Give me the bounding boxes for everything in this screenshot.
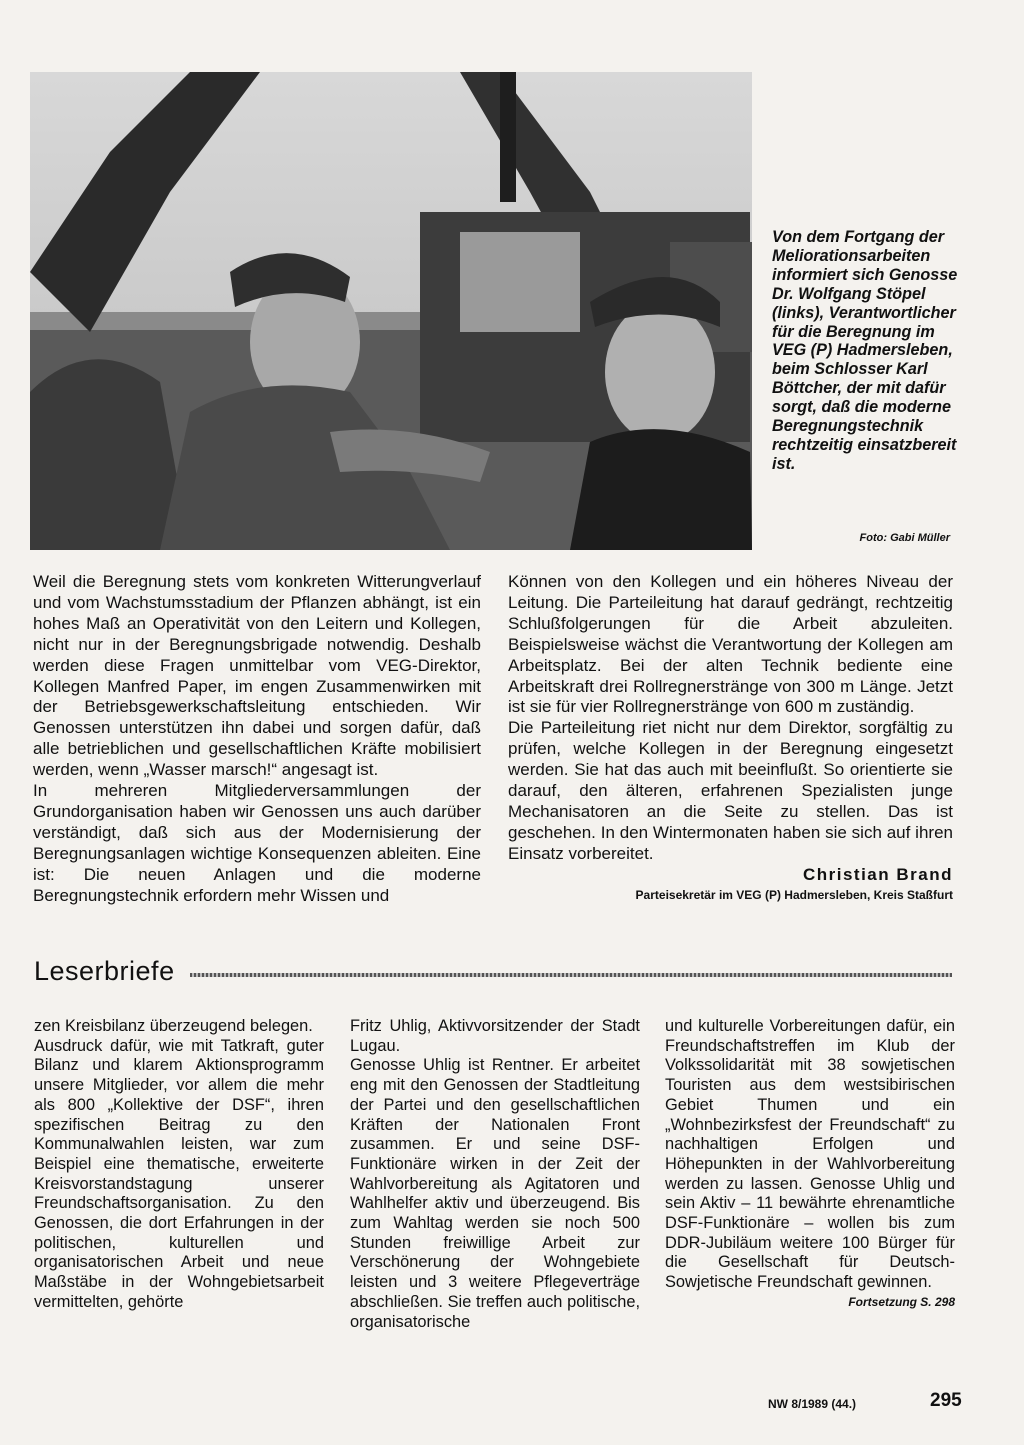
article-paragraph: In mehreren Mitgliederversammlungen der Grundorganisation haben wir Genossen uns auch darüber verständigt, daß sich aus der Modernisierung der Beregnungsanlagen wichtige Konsequenzen ableiten. Eine ist: Die neuen Anlagen und die moderne Beregnungstechnik erfordern mehr Wissen und	[33, 781, 481, 905]
section-title: Leserbriefe	[34, 956, 175, 986]
letters-paragraph: zen Kreisbilanz überzeugend belegen.	[34, 1017, 313, 1035]
issue-label: NW 8/1989 (44.)	[768, 1397, 857, 1411]
author-role: Parteisekretär im VEG (P) Hadmersleben, Kreis Staßfurt	[635, 887, 953, 902]
photo-credit: Foto: Gabi Müller	[859, 532, 950, 544]
letters-column-1	[34, 1017, 324, 1313]
letters-paragraph: Genosse Uhlig ist Rentner. Er arbeitet eng mit den Genossen der Stadtleitung der Partei und den gesellschaftlichen Kräften der Nationalen Front zusammen. Er und seine DSF-Funktionäre wirken in der Zeit der Wahlvorbereitung als Agitatoren und Wahlhelfer aktiv und überzeugend. Bis zum Wahltag werden sie noch 500 Stunden freiwillige Arbeit zur Verschönerung der Wohngebiete leisten und 3 weitere Pflegeverträge abschließen. Sie treffen auch politische, organisatorische	[350, 1056, 640, 1331]
section-divider	[190, 973, 952, 977]
article-paragraph: Die Parteileitung riet nicht nur dem Direktor, sorgfältig zu prüfen, welche Kollegen in der Beregnung eingesetzt werden. Sie hat das auch mit beeinflußt. So orientierte sie darauf, den älteren, erfahrenen Spezialisten junge Mechanisatoren an die Seite zu stellen. Das ist geschehen. In den Wintermonaten haben sie sich auf ihren Einsatz vorbereitet.	[508, 718, 953, 863]
article-photo	[30, 72, 752, 550]
page-number: 295	[930, 1390, 962, 1411]
photo-caption: Von dem Fortgang der Meliorationsarbeiten informiert sich Genosse Dr. Wolfgang Stöpel (links), Verantwortlicher für die Beregnung im VEG (P) Hadmersleben, beim Schlosser Karl Böttcher, der mit dafür sorgt, daß die moderne Beregnungstechnik rechtzeitig einsatzbereit ist.	[772, 228, 958, 473]
letters-column-3	[665, 1017, 955, 1313]
continued-note: Fortsetzung S. 298	[848, 1294, 955, 1309]
letters-column-2	[350, 1017, 640, 1332]
article-column-right	[508, 572, 953, 906]
letters-paragraph: Ausdruck dafür, wie mit Tatkraft, guter Bilanz und klarem Aktionsprogramm unsere Mitglieder, vor allem die mehr als 800 „Kollektive der DSF“, ihren spezifischen Beitrag zu den Kommunalwahlen leisten, war zum Beispiel eine thematische, erweiterte Kreisvorstandstagung unserer Freundschaftsorganisation. Zu den Genossen, die dort Erfahrungen in der politischen, kulturellen und organisatorischen Arbeit und neue Maßstäbe in der Wohngebietsarbeit vermittelten, gehörte	[34, 1036, 324, 1311]
article-paragraph: Weil die Beregnung stets vom konkreten Witterungverlauf und vom Wachstumsstadium der Pflanzen abhängt, ist ein hohes Maß an Operativität von den Leitern und Kollegen, nicht nur in der Beregnungsbrigade notwendig. Deshalb werden diese Fragen unmittelbar vom VEG-Direktor, Kollegen Manfred Paper, im engen Zusammenwirken mit der Betriebsgewerkschaftsleitung entschieden. Wir Genossen unterstützen ihn dabei und sorgen dafür, daß alle betrieblichen und gesellschaftlichen Kräfte mobilisiert werden, wenn „Wasser marsch!“ angesagt ist.	[33, 572, 481, 780]
letters-paragraph: Fritz Uhlig, Aktivvorsitzender der Stadt Lugau.	[350, 1017, 640, 1055]
article-column-left	[33, 572, 481, 907]
author-name: Christian Brand	[802, 864, 953, 884]
letters-paragraph: und kulturelle Vorbereitungen dafür, ein Freundschaftstreffen im Klub der Volkssolidarität mit 38 sowjetischen Touristen aus dem westsibirischen Gebiet Thumen und ein „Wohnbezirksfest der Freundschaft“ zu nachhaltigen Erfolgen und Höhepunkten in der Wahlvorbereitung werden zu lassen. Genosse Uhlig und sein Aktiv – 11 bewährte ehrenamtliche DSF-Funktionäre – wollen bis zum DDR-Jubiläum weitere 100 Bürger für die Gesellschaft für Deutsch-Sowjetische Freundschaft gewinnen.	[665, 1017, 955, 1292]
photograph-icon	[30, 72, 752, 550]
article-paragraph: Können von den Kollegen und ein höheres Niveau der Leitung. Die Parteileitung hat darauf gedrängt, rechtzeitig Schlußfolgerungen für die Arbeit abzuleiten. Beispielsweise wächst die Verantwortung der Kollegen am Arbeitsplatz. Bei der alten Technik bediente eine Arbeitskraft drei Rollregnerstränge von 300 m Länge. Jetzt ist sie für vier Rollregnerstränge von 600 m zuständig.	[508, 572, 953, 717]
